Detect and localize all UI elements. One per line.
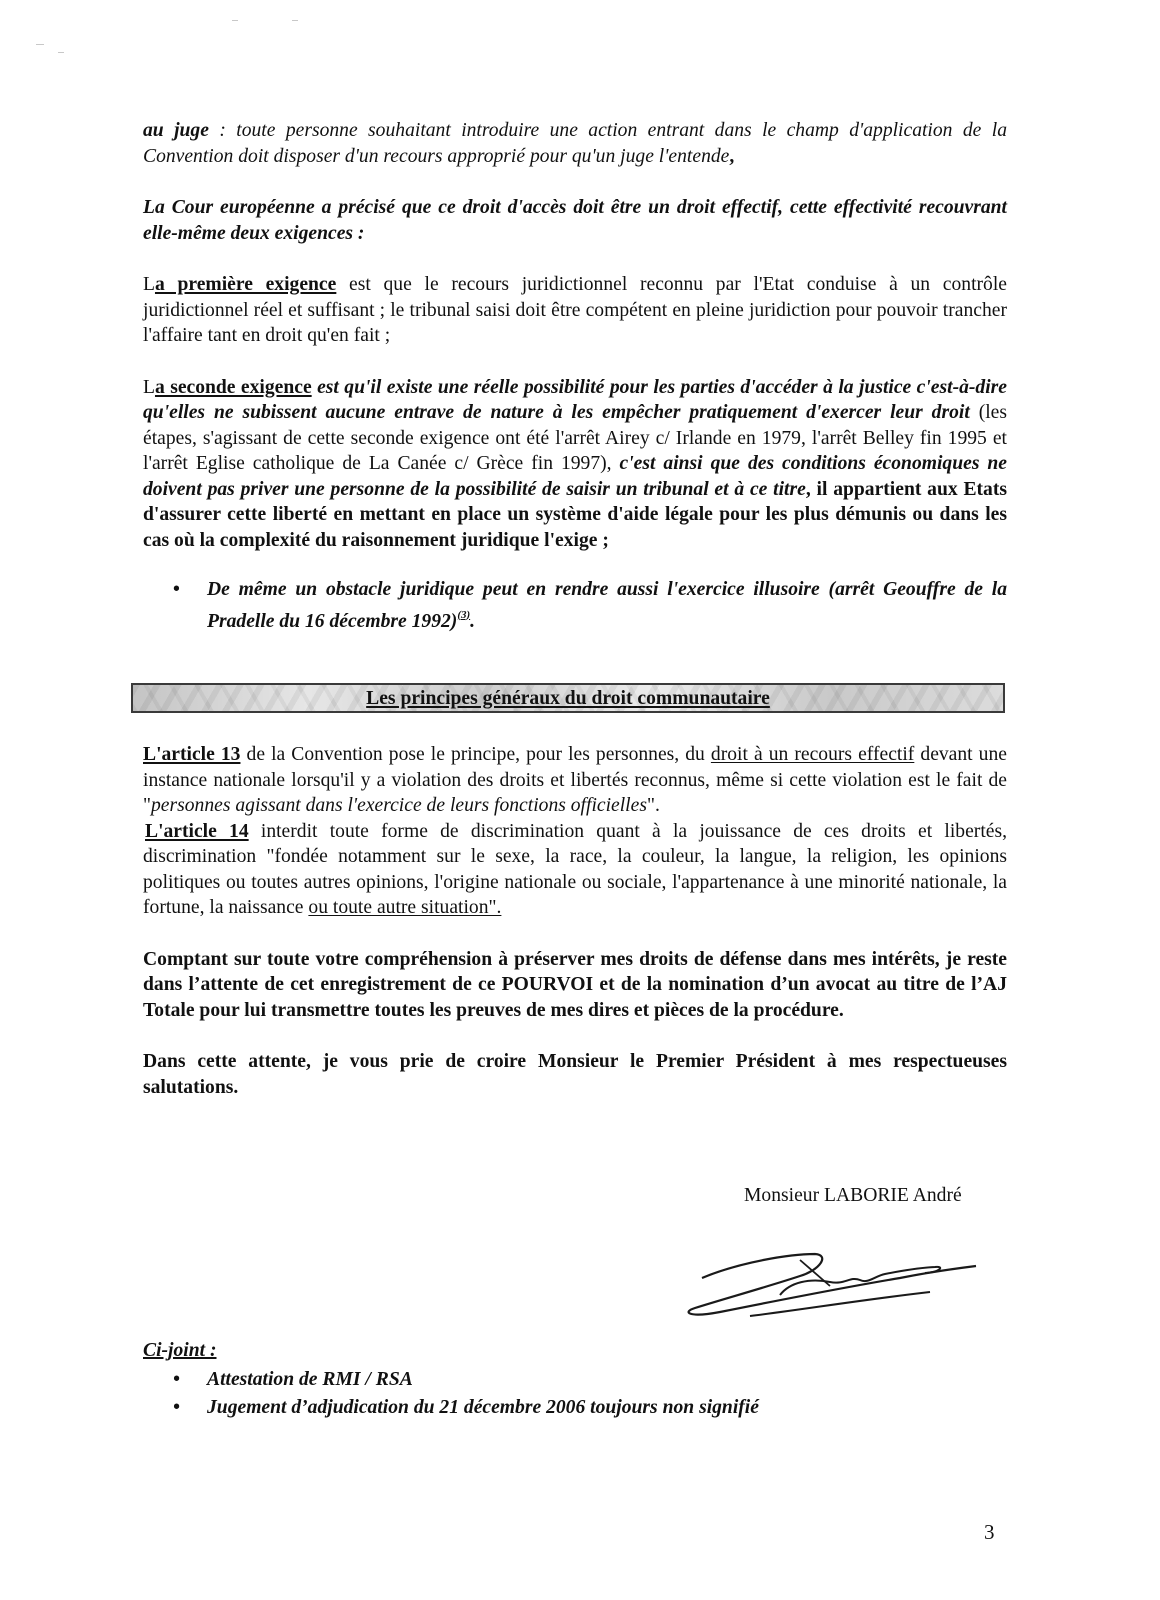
seconde-italic-1: est qu'il existe une réelle possibilité pour les parties d'accéder à la justice c'est-à-dire qu'elles ne subissent aucune entrave de nature à les empêcher pratiquement d'exercer leur droit	[143, 376, 1007, 423]
comptant-paragraph: Comptant sur toute votre compréhension à préserver mes droits de défense dans mes intérêts, je reste dans l’attente de cet enregistrement de ce POURVOI et de la nomination d’un avocat au titre de l’AJ Totale pour lui transmettre toutes les preuves de mes dires et pièces de la procédure.	[143, 948, 1007, 1021]
list-item	[143, 1394, 1007, 1422]
cour-paragraph: La Cour européenne a précisé que ce droit d'accès doit être un droit effectif, cette effectivité recouvrant elle-même deux exigences :	[143, 197, 1007, 244]
bullet-icon: •	[173, 579, 180, 600]
page-number: 3	[984, 1520, 995, 1544]
scan-artifact	[58, 52, 64, 53]
premiere-label: a première exigence	[154, 274, 337, 295]
article-13-text-2: devant une instance nationale lorsqu'il y a violation des droits et libertés reconnus, même si cette violation est le fait de "	[143, 744, 1007, 816]
attachment-item: Jugement d’adjudication du 21 décembre 2006 toujours non signifié	[207, 1397, 759, 1418]
article-13-text-1: de la Convention pose le principe, pour les personnes, du	[240, 744, 711, 765]
bullet-end: .	[470, 610, 476, 632]
scan-artifact	[292, 20, 298, 21]
article-14-label: L'article 14	[145, 820, 249, 842]
scan-artifact	[36, 44, 44, 45]
intro-lead: au juge	[143, 120, 209, 141]
attachments-heading: Ci-joint :	[143, 1340, 217, 1361]
article-14-paragraph	[143, 819, 1007, 921]
seconde-italic-2: c'est ainsi que des conditions économiques ne doivent pas priver une personne de la possibilité de saisir un tribunal et à ce titre	[143, 453, 1008, 500]
list-item	[143, 1366, 1007, 1394]
scan-artifact	[232, 20, 238, 21]
signature-icon	[680, 1240, 980, 1320]
article-13-italic: personnes agissant dans l'exercice de leurs fonctions officielles	[151, 795, 647, 816]
article-14-text: interdit toute forme de discrimination quant à la jouissance de ces droits et libertés, discrimination "fondée notamment sur le sexe, la race, la couleur, la langue, la religion, les opinions politiques ou toutes autres opinions, l'origine nationale ou sociale, l'appartenance à une minorité nationale, la fortune, la naissance	[143, 820, 1007, 918]
premiere-exigence-paragraph	[143, 272, 1007, 349]
signer-name: Monsieur LABORIE André	[744, 1185, 962, 1206]
section-title: Les principes généraux du droit communautaire	[366, 688, 770, 709]
attachment-item: Attestation de RMI / RSA	[207, 1369, 413, 1390]
article-13-end: ".	[646, 795, 660, 816]
seconde-label: a seconde exigence	[154, 376, 312, 398]
document-body-lower	[143, 742, 1007, 1100]
seconde-prefix: L	[143, 376, 155, 398]
article-13-label: L'article 13	[143, 744, 241, 765]
seconde-plain-1: (les étapes, s'agissant de cette seconde exigence ont été l'arrêt Airey c/ Irlande en 1979, l'arrêt Belley fin 1995 et l'arrêt Eglise catholique de La Canée c/ Grèce fin 1997),	[143, 402, 1007, 474]
attachments-list	[143, 1366, 1007, 1422]
premiere-text: est que le recours juridictionnel reconnu par l'Etat conduise à un contrôle juridictionnel réel et suffisant ; le tribunal saisi doit être compétent en pleine juridiction pour pouvoir trancher l'affaire tant en droit qu'en fait ;	[143, 274, 1007, 346]
footnote-reference[interactable]: (3)	[457, 608, 471, 621]
seconde-bold-1: , il appartient aux Etats d'assurer cette liberté en mettant en place un système d'aide légale pour les plus démunis ou dans les cas où la complexité du raisonnement juridique l'exige ;	[143, 478, 1007, 551]
bullet-icon: •	[173, 1369, 180, 1390]
section-banner	[131, 683, 1005, 713]
intro-end: ,	[729, 145, 735, 167]
document-body	[143, 118, 1007, 634]
premiere-prefix: L	[143, 274, 155, 295]
seconde-exigence-paragraph	[143, 375, 1007, 554]
bullet-text: De même un obstacle juridique peut en rendre aussi l'exercice illusoire (arrêt Geouffre de la Pradelle du 16 décembre 1992)	[207, 579, 1007, 632]
closing-paragraph: Dans cette attente, je vous prie de croire Monsieur le Premier Président à mes respectueuses salutations.	[143, 1051, 1007, 1098]
article-13-paragraph	[143, 742, 1007, 819]
intro-paragraph	[143, 118, 1007, 169]
bullet-list	[143, 577, 1007, 634]
article-14-underlined: ou toute autre situation".	[308, 897, 502, 918]
bullet-icon: •	[173, 1397, 180, 1418]
article-13-underlined: droit à un recours effectif	[710, 744, 915, 765]
intro-text: : toute personne souhaitant introduire une action entrant dans le champ d'application de la Convention doit disposer d'un recours approprié pour qu'un juge l'entende	[143, 120, 1008, 167]
list-item	[143, 577, 1007, 634]
